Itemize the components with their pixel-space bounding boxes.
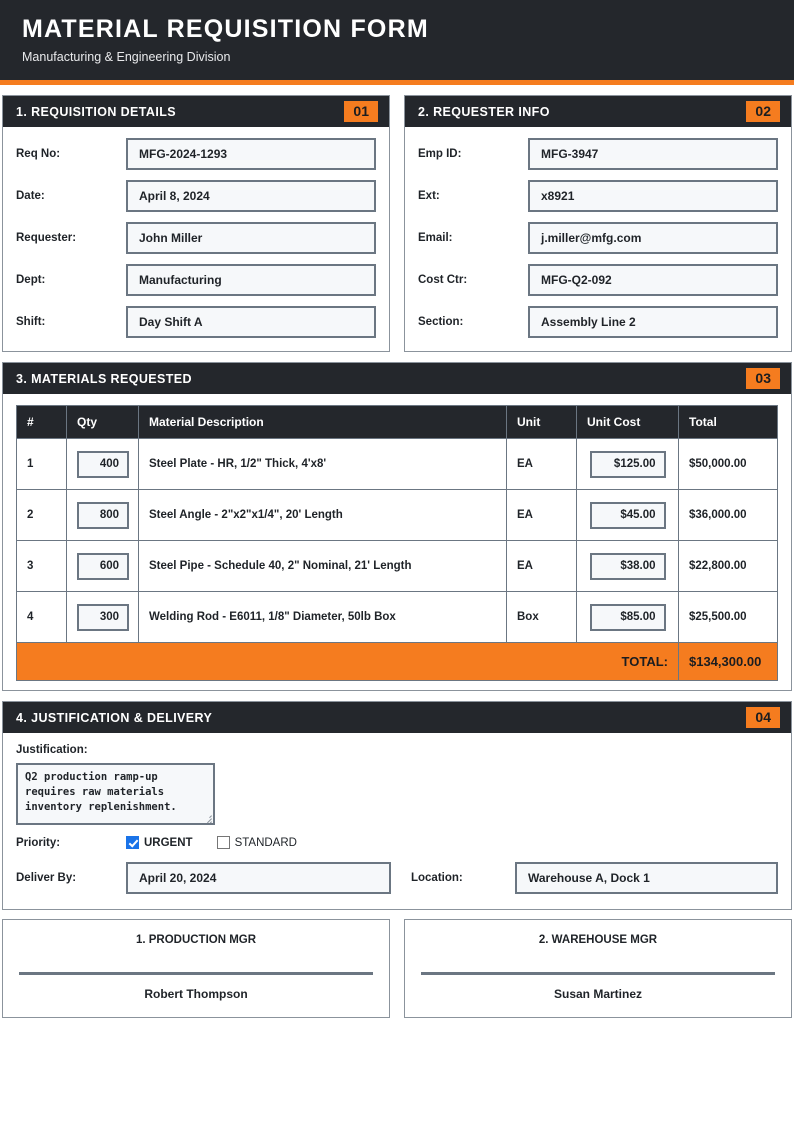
field-label-requester: Requester: [16,232,77,244]
email-input[interactable]: j.miller@mfg.com [528,222,778,254]
field-label-shift: Shift: [16,316,46,328]
date-input[interactable]: April 8, 2024 [126,180,376,212]
priority-standard-label: STANDARD [234,836,297,849]
field-label-req-no: Req No: [16,148,61,160]
section-3-badge: 03 [746,368,780,389]
page-title: MATERIAL REQUISITION FORM [22,15,429,43]
shift-input[interactable]: Day Shift A [126,306,376,338]
row-qty-cell [67,439,139,490]
signature-line [421,972,775,975]
field-emp-id [418,138,778,170]
requester-input[interactable]: John Miller [126,222,376,254]
row-description: Welding Rod - E6011, 1/8" Diameter, 50lb Box [139,592,507,643]
unit-cost-input[interactable]: $38.00 [590,553,666,580]
table-row [17,490,778,541]
field-date [16,180,376,212]
row-unit: EA [507,490,577,541]
section-1-body [3,127,389,351]
table-header-row [17,406,778,439]
field-label-date: Date: [16,190,45,202]
table-row [17,439,778,490]
signature-title: 2. WAREHOUSE MGR [538,934,658,946]
section-1-badge: 01 [344,101,378,122]
document-header [0,0,794,85]
row-description: Steel Plate - HR, 1/2" Thick, 4'x8' [139,439,507,490]
field-ext [418,180,778,212]
field-section [418,306,778,338]
resize-handle-icon[interactable] [202,812,212,822]
section-2-body [405,127,791,351]
field-email [418,222,778,254]
field-cost-ctr [418,264,778,296]
justification-label: Justification: [16,744,88,756]
section-4-header [3,702,791,733]
top-sections-row [0,85,794,352]
section-2-header [405,96,791,127]
field-shift [16,306,376,338]
section-3-header [3,363,791,394]
section-1-title: 1. REQUISITION DETAILS [16,104,176,119]
section-2-badge: 02 [746,101,780,122]
dept-input[interactable]: Manufacturing [126,264,376,296]
section-input[interactable]: Assembly Line 2 [528,306,778,338]
field-label-email: Email: [418,232,453,244]
row-qty-cell [67,592,139,643]
signature-block-warehouse-mgr [404,919,792,1018]
column-header-qty: Qty [67,406,139,439]
row-total: $22,800.00 [679,541,778,592]
section-4-body [3,733,791,909]
unit-cost-input[interactable]: $85.00 [590,604,666,631]
priority-row [16,836,778,849]
unit-cost-input[interactable]: $125.00 [590,451,666,478]
qty-input[interactable]: 800 [77,502,129,529]
section-1-header [3,96,389,127]
materials-section-wrap [0,352,794,691]
row-cost-cell [577,490,679,541]
ext-input[interactable]: x8921 [528,180,778,212]
emp-id-input[interactable]: MFG-3947 [528,138,778,170]
section-materials-requested [2,362,792,691]
signature-line [19,972,373,975]
row-cost-cell [577,592,679,643]
row-unit: EA [507,439,577,490]
section-4-badge: 04 [746,707,780,728]
column-header-cost: Unit Cost [577,406,679,439]
row-number: 4 [17,592,67,643]
checkbox-standard-icon[interactable] [217,836,230,849]
signature-title: 1. PRODUCTION MGR [135,934,257,946]
row-cost-cell [577,541,679,592]
section-2-title: 2. REQUESTER INFO [418,104,550,119]
row-unit: EA [507,541,577,592]
cost-ctr-input[interactable]: MFG-Q2-092 [528,264,778,296]
field-requester [16,222,376,254]
total-label: TOTAL: [17,643,679,681]
page-subtitle: Manufacturing & Engineering Division [22,49,231,64]
row-total: $50,000.00 [679,439,778,490]
section-requisition-details [2,95,390,352]
row-number: 1 [17,439,67,490]
row-total: $25,500.00 [679,592,778,643]
signature-name: Robert Thompson [144,987,248,1001]
row-cost-cell [577,439,679,490]
delivery-row [16,862,778,894]
field-label-section: Section: [418,316,464,328]
field-label-dept: Dept: [16,274,46,286]
section-4-title: 4. JUSTIFICATION & DELIVERY [16,710,213,725]
field-label-cost-ctr: Cost Ctr: [418,274,468,286]
signature-name: Susan Martinez [553,987,643,1001]
deliver-by-input[interactable]: April 20, 2024 [126,862,391,894]
location-input[interactable]: Warehouse A, Dock 1 [515,862,778,894]
table-total-row [17,643,778,681]
signatures-row [0,910,794,1018]
qty-input[interactable]: 400 [77,451,129,478]
justification-section-wrap [0,691,794,910]
checkbox-urgent-icon[interactable] [126,836,139,849]
column-header-unit: Unit [507,406,577,439]
row-total: $36,000.00 [679,490,778,541]
field-label-ext: Ext: [418,190,440,202]
priority-option-urgent[interactable] [126,836,193,849]
section-3-body [3,394,791,690]
signature-block-production-mgr [2,919,390,1018]
row-unit: Box [507,592,577,643]
table-row [17,592,778,643]
priority-urgent-label: URGENT [144,836,193,849]
req-no-input[interactable]: MFG-2024-1293 [126,138,376,170]
location-label: Location: [410,872,463,884]
field-req-no [16,138,376,170]
total-value: $134,300.00 [679,643,778,681]
priority-option-standard[interactable] [217,836,297,849]
row-number: 2 [17,490,67,541]
column-header-total: Total [679,406,778,439]
section-requester-info [404,95,792,352]
row-qty-cell [67,490,139,541]
row-qty-cell [67,541,139,592]
field-dept [16,264,376,296]
materials-table [16,405,778,681]
deliver-by-label: Deliver By: [16,872,77,884]
row-description: Steel Angle - 2"x2"x1/4", 20' Length [139,490,507,541]
qty-input[interactable]: 300 [77,604,129,631]
justification-textarea[interactable]: Q2 production ramp-up requires raw materials inventory replenishment. [16,763,215,825]
section-justification-delivery [2,701,792,910]
column-header-desc: Material Description [139,406,507,439]
row-description: Steel Pipe - Schedule 40, 2" Nominal, 21' Length [139,541,507,592]
table-row [17,541,778,592]
priority-label: Priority: [16,836,61,849]
field-label-emp-id: Emp ID: [418,148,462,160]
unit-cost-input[interactable]: $45.00 [590,502,666,529]
column-header-num: # [17,406,67,439]
section-3-title: 3. MATERIALS REQUESTED [16,371,192,386]
row-number: 3 [17,541,67,592]
qty-input[interactable]: 600 [77,553,129,580]
